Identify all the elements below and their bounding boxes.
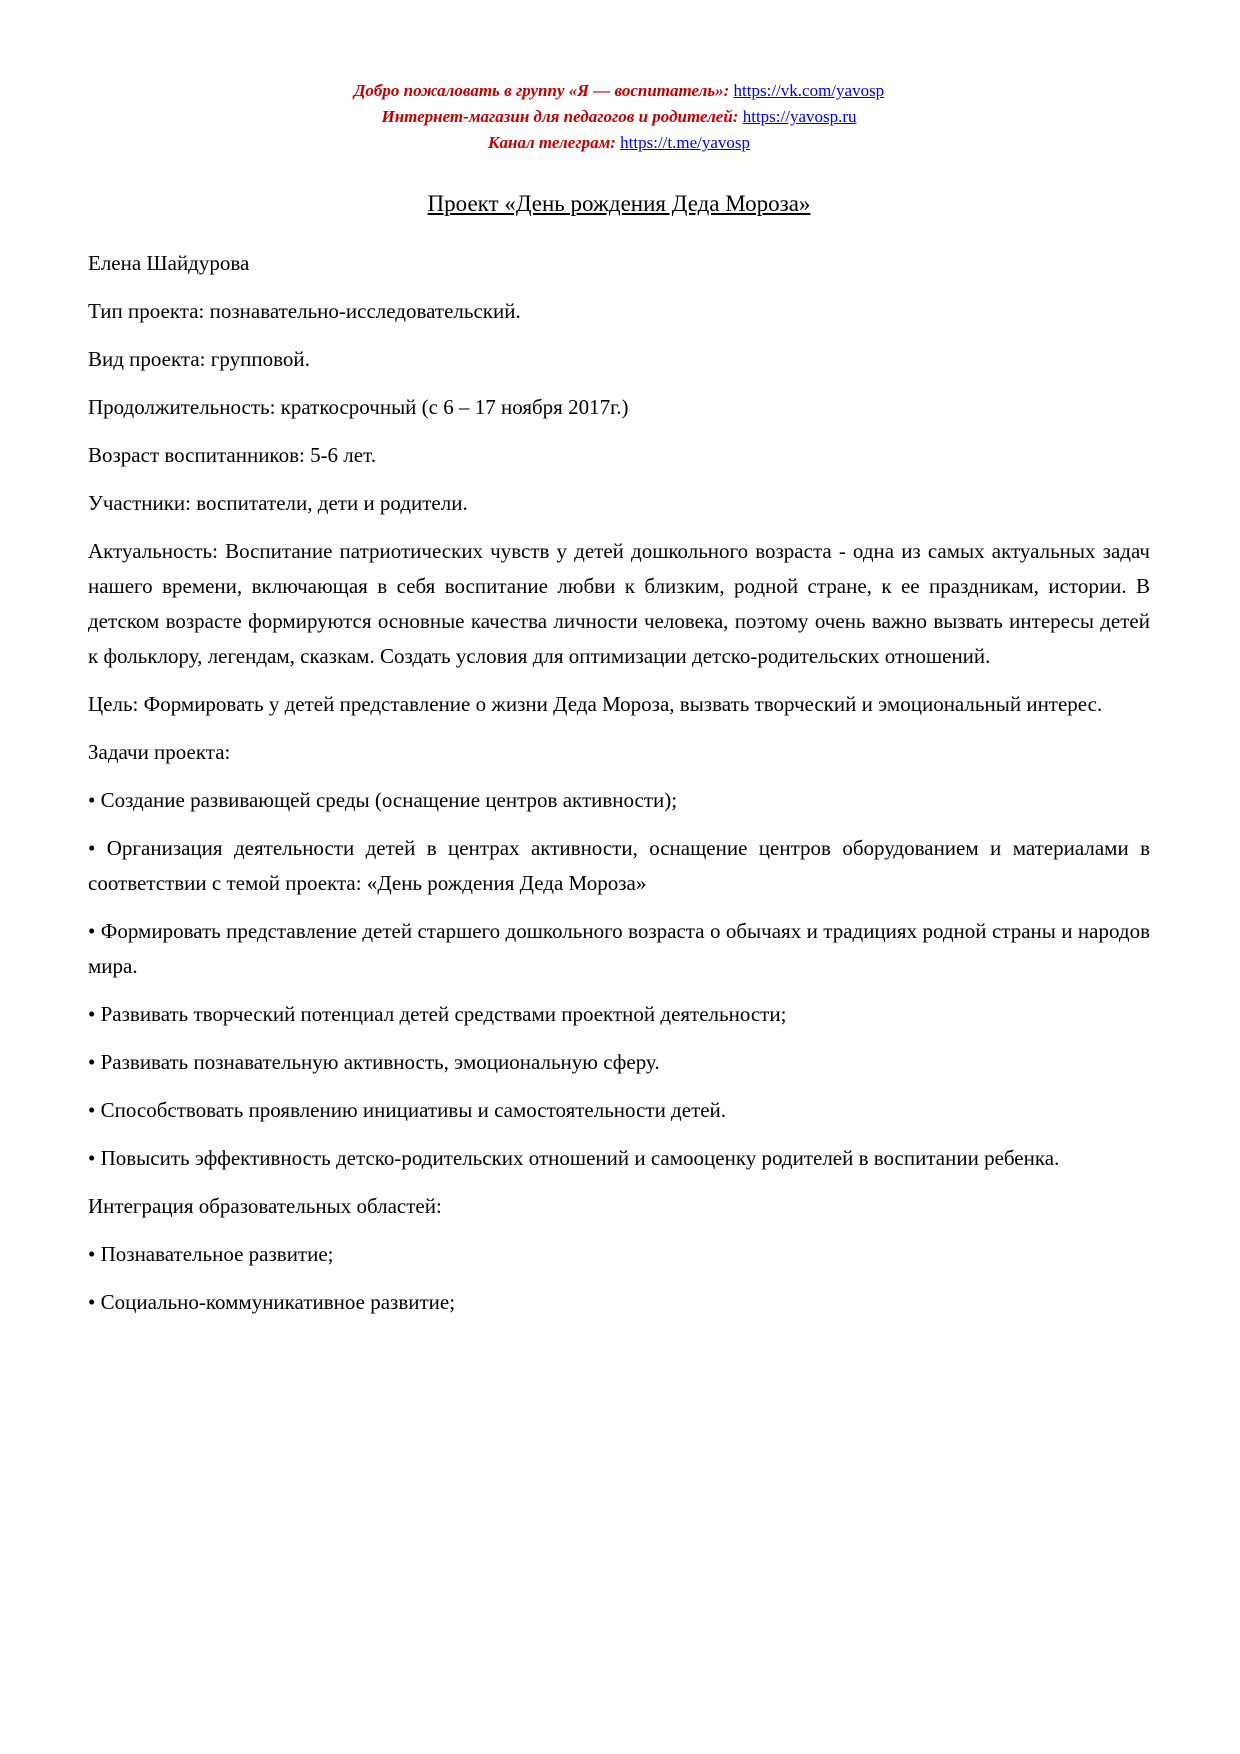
area-bullet: • Социально-коммуникативное развитие;	[88, 1290, 456, 1314]
header-label-group: Добро пожаловать в группу «Я — воспитатель»:	[353, 81, 730, 100]
pupils-age-line: Возраст воспитанников: 5-6 лет.	[88, 443, 376, 467]
header-link-shop[interactable]: https://yavosp.ru	[742, 107, 857, 126]
header-label-shop: Интернет-магазин для педагогов и родителей:	[381, 107, 739, 126]
project-type-line: Тип проекта: познавательно-исследовательский.	[88, 299, 521, 323]
doc-title: Проект «День рождения Деда Мороза»	[427, 191, 811, 216]
header-link-vk[interactable]: https://vk.com/yavosp	[733, 81, 885, 100]
tasks-heading: Задачи проекта:	[88, 740, 231, 764]
project-duration-line: Продолжительность: краткосрочный (с 6 – 17 ноября 2017г.)	[88, 395, 629, 419]
area-bullet: • Познавательное развитие;	[88, 1242, 334, 1266]
header-link-telegram[interactable]: https://t.me/yavosp	[620, 133, 751, 152]
doc-header	[88, 78, 1150, 156]
project-kind-line: Вид проекта: групповой.	[88, 347, 310, 371]
header-line-shop	[88, 104, 1150, 130]
integration-heading: Интеграция образовательных областей:	[88, 1194, 442, 1218]
header-label-telegram: Канал телеграм:	[487, 133, 616, 152]
participants-line: Участники: воспитатели, дети и родители.	[88, 491, 468, 515]
task-bullet: • Формировать представление детей старшего дошкольного возраста о обычаях и традициях родной страны и народов мира.	[88, 919, 1150, 978]
header-line-telegram	[88, 130, 1150, 156]
task-bullet: • Развивать познавательную активность, эмоциональную сферу.	[88, 1050, 660, 1074]
relevance-paragraph: Актуальность: Воспитание патриотических чувств у детей дошкольного возраста - одна из самых актуальных задач нашего времени, включающая в себя воспитание любви к близким, родной стране, к ее праздникам, истории. В детском возрасте формируются основные качества личности человека, поэтому очень важно вызвать интересы детей к фольклору, легендам, сказкам. Создать условия для оптимизации детско-родительских отношений.	[88, 539, 1150, 668]
task-bullet: • Развивать творческий потенциал детей средствами проектной деятельности;	[88, 1002, 787, 1026]
author-name: Елена Шайдурова	[88, 251, 250, 275]
task-bullet: • Организация деятельности детей в центрах активности, оснащение центров оборудованием и материалами в соответствии с темой проекта: «День рождения Деда Мороза»	[88, 836, 1150, 895]
task-bullet: • Создание развивающей среды (оснащение центров активности);	[88, 788, 678, 812]
header-line-group	[88, 78, 1150, 104]
task-bullet: • Способствовать проявлению инициативы и самостоятельности детей.	[88, 1098, 727, 1122]
goal-paragraph: Цель: Формировать у детей представление о жизни Деда Мороза, вызвать творческий и эмоциональный интерес.	[88, 692, 1103, 716]
task-bullet: • Повысить эффективность детско-родительских отношений и самооценку родителей в воспитании ребенка.	[88, 1146, 1060, 1170]
